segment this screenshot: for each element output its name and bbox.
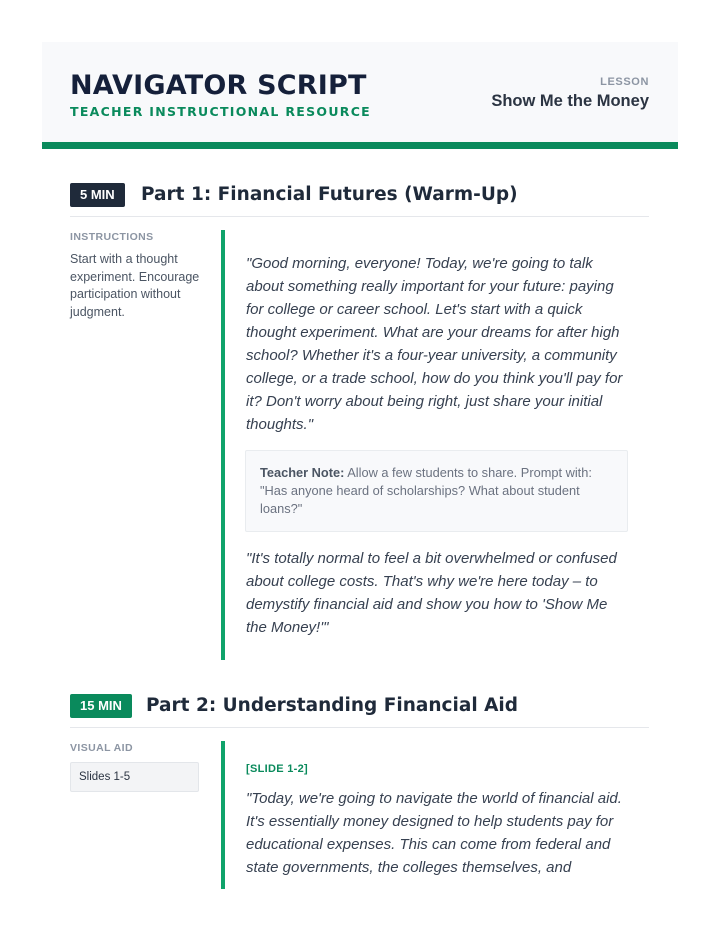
instructions-text: Start with a thought experiment. Encourage participation without judgment. — [70, 252, 200, 319]
visual-aid-label: VISUAL AID — [70, 742, 133, 754]
section-part-1 — [70, 183, 649, 663]
teacher-note — [245, 450, 628, 532]
lesson-name: Show Me the Money — [491, 92, 649, 110]
script-block — [221, 230, 649, 660]
slides-reference: Slides 1-5 — [70, 762, 199, 792]
section-part-2 — [70, 694, 649, 932]
script-content — [246, 763, 631, 879]
page-header — [42, 42, 678, 149]
duration-badge: 5 MIN — [70, 183, 125, 207]
slide-tag: [SLIDE 1-2] — [246, 763, 308, 775]
script-content — [246, 252, 631, 639]
section-title: Part 1: Financial Futures (Warm-Up) — [141, 184, 518, 205]
lesson-label: LESSON — [600, 76, 649, 88]
duration-badge: 15 MIN — [70, 694, 132, 718]
teacher-note-text: Allow a few students to share. Prompt with: "Has anyone heard of scholarships? What about student loans?" — [260, 465, 592, 516]
script-quote: "Good morning, everyone! Today, we're going to talk about something really important for your future: paying for college or career school. Let's start with a quick thought experiment. What are your dreams for after high school? Whether it's a four-year university, a community college, or a trade school, how do you think you'll pay for it? Don't worry about being right, just share your initial thoughts." — [246, 255, 623, 433]
section-header — [70, 694, 649, 728]
section-header — [70, 183, 649, 217]
script-block — [221, 741, 649, 889]
section-title: Part 2: Understanding Financial Aid — [146, 695, 518, 716]
script-quote: "Today, we're going to navigate the world of financial aid. It's essentially money designed to help students pay for educational expenses. This can come from federal and state governments, the colleges themselves, and — [246, 790, 622, 876]
document-title: NAVIGATOR SCRIPT — [70, 70, 367, 101]
instructions-label: INSTRUCTIONS — [70, 231, 154, 243]
document-subtitle: TEACHER INSTRUCTIONAL RESOURCE — [70, 104, 372, 119]
teacher-note-label: Teacher Note: — [260, 465, 345, 480]
navigator-script-page — [42, 42, 678, 876]
script-quote: "It's totally normal to feel a bit overwhelmed or confused about college costs. That's why we're here today – to demystify financial aid and show you how to 'Show Me the Money!'" — [246, 550, 617, 636]
